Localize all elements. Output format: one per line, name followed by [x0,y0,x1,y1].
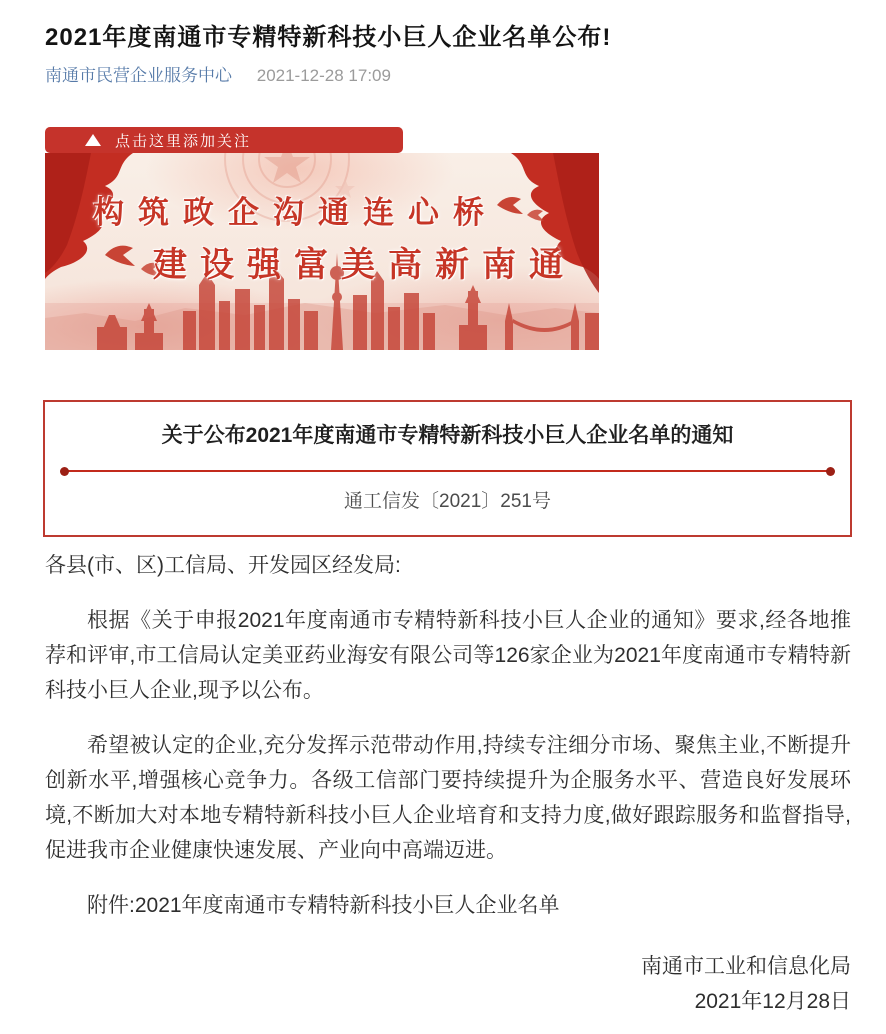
signature-block [45,949,851,1019]
follow-banner[interactable] [45,127,599,350]
notice-title: 关于公布2021年度南通市专精特新科技小巨人企业名单的通知 [161,424,734,447]
triangle-up-icon [85,134,101,146]
body-paragraph-2: 希望被认定的企业,充分发挥示范带动作用,持续专注细分市场、聚焦主业,不断提升创新水平,增强核心竞争力。各级工信部门要持续提升为企服务水平、营造良好发展环境,不断加大对本地专精特新科技小巨人企业培育和支持力度,做好跟踪服务和监督指导,促进我市企业健康快速发展、产业向中高端迈进。 [45,734,851,862]
notice-divider [62,470,833,472]
body-paragraph-1: 根据《关于申报2021年度南通市专精特新科技小巨人企业的通知》要求,经各地推荐和评审,市工信局认定美亚药业海安有限公司等126家企业为2021年度南通市专精特新科技小巨人企业,现予以公布。 [45,609,851,702]
issuer-name: 南通市工业和信息化局 [641,955,851,978]
notice-body [45,548,851,1019]
divider-dot-left [60,467,69,476]
document-number: 通工信发〔2021〕251号 [344,491,551,512]
banner-slogan-line1: 构筑政企沟通连心桥 [93,195,498,231]
publish-time: 2021-12-28 17:09 [256,66,391,85]
account-link[interactable]: 南通市民营企业服务中心 [45,66,232,85]
banner-slogan-line2: 建设强富美高新南通 [153,245,576,285]
salutation-line: 各县(市、区)工信局、开发园区经发局: [45,554,401,577]
dove-icon [105,246,160,276]
banner-image [45,153,599,350]
follow-badge-button[interactable] [45,127,403,153]
divider-dot-right [826,467,835,476]
page-title: 2021年度南通市专精特新科技小巨人企业名单公布! [45,24,612,51]
notice-header-box [43,400,852,537]
attachment-line: 附件:2021年度南通市专精特新科技小巨人企业名单 [87,894,560,917]
follow-badge-label: 点击这里添加关注 [115,132,252,150]
byline [45,61,391,86]
issue-date: 2021年12月28日 [694,990,851,1013]
